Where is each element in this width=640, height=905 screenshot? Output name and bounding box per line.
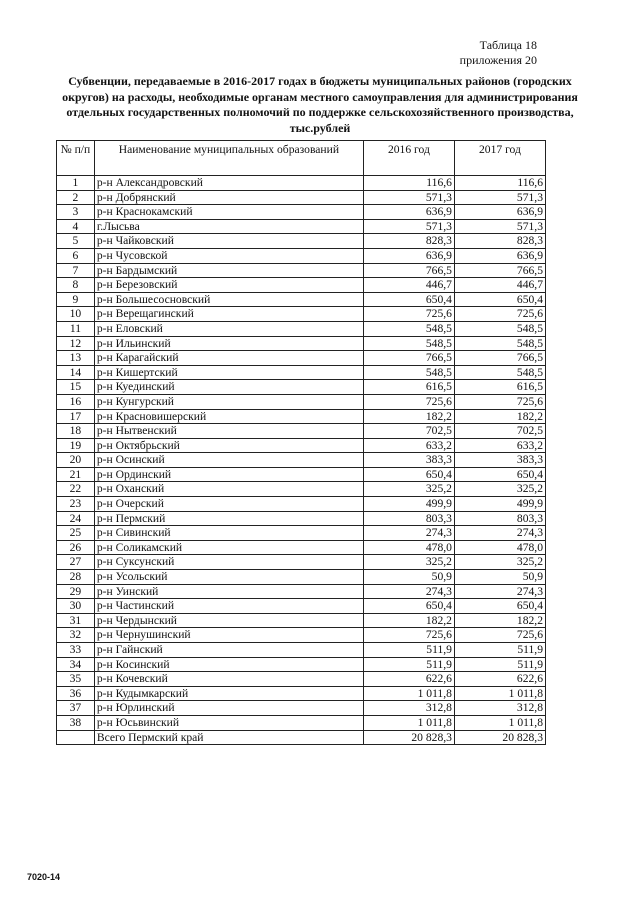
- row-2017: 803,3: [454, 511, 545, 526]
- row-2017: 636,9: [454, 248, 545, 263]
- table-row: [57, 453, 546, 468]
- total-2016: 20 828,3: [363, 730, 454, 745]
- header-name: Наименование муниципальных образований: [94, 141, 363, 176]
- row-name: р-н Бардымский: [94, 263, 363, 278]
- row-2016: 622,6: [363, 672, 454, 687]
- row-2017: 650,4: [454, 467, 545, 482]
- row-2017: 725,6: [454, 628, 545, 643]
- row-2016: 274,3: [363, 584, 454, 599]
- table-row: [57, 657, 546, 672]
- row-2017: 766,5: [454, 351, 545, 366]
- row-name: р-н Краснокамский: [94, 205, 363, 220]
- row-name: р-н Еловский: [94, 321, 363, 336]
- document-title: Субвенции, передаваемые в 2016-2017 годах в бюджеты муниципальных районов (городских округов) на расходы, необходимые органам местного самоуправления для администрирования отдельных государственных полномочий по поддержке сельскохозяйственного производства, тыс.рублей: [62, 74, 578, 135]
- row-2016: 766,5: [363, 351, 454, 366]
- total-row: [57, 730, 546, 745]
- row-2016: 182,2: [363, 409, 454, 424]
- row-2017: 511,9: [454, 657, 545, 672]
- row-2016: 633,2: [363, 438, 454, 453]
- row-num: 18: [57, 424, 95, 439]
- row-2017: 650,4: [454, 599, 545, 614]
- row-num: 25: [57, 526, 95, 541]
- row-2017: 571,3: [454, 219, 545, 234]
- row-2016: 616,5: [363, 380, 454, 395]
- row-name: р-н Гайнский: [94, 643, 363, 658]
- row-2017: 548,5: [454, 365, 545, 380]
- total-2017: 20 828,3: [454, 730, 545, 745]
- row-name: р-н Карагайский: [94, 351, 363, 366]
- row-name: р-н Очерский: [94, 497, 363, 512]
- row-name: р-н Куединский: [94, 380, 363, 395]
- row-num: 27: [57, 555, 95, 570]
- row-2017: 446,7: [454, 278, 545, 293]
- total-num-cell: [57, 730, 95, 745]
- row-num: 21: [57, 467, 95, 482]
- table-row: [57, 511, 546, 526]
- row-2016: 766,5: [363, 263, 454, 278]
- row-num: 29: [57, 584, 95, 599]
- row-num: 9: [57, 292, 95, 307]
- row-num: 31: [57, 613, 95, 628]
- row-2017: 725,6: [454, 307, 545, 322]
- row-2017: 616,5: [454, 380, 545, 395]
- row-2016: 571,3: [363, 190, 454, 205]
- table-row: [57, 394, 546, 409]
- row-name: р-н Кудымкарский: [94, 686, 363, 701]
- row-2016: 828,3: [363, 234, 454, 249]
- row-2017: 274,3: [454, 584, 545, 599]
- row-2016: 50,9: [363, 570, 454, 585]
- row-2016: 725,6: [363, 394, 454, 409]
- table-row: [57, 190, 546, 205]
- header-2016: 2016 год: [363, 141, 454, 176]
- row-2017: 650,4: [454, 292, 545, 307]
- table-row: [57, 205, 546, 220]
- table-row: [57, 351, 546, 366]
- row-2016: 650,4: [363, 599, 454, 614]
- row-num: 23: [57, 497, 95, 512]
- total-name: Всего Пермский край: [94, 730, 363, 745]
- row-2016: 571,3: [363, 219, 454, 234]
- row-2017: 548,5: [454, 321, 545, 336]
- table-reference: [460, 38, 537, 68]
- row-2016: 446,7: [363, 278, 454, 293]
- row-2016: 274,3: [363, 526, 454, 541]
- row-2016: 725,6: [363, 628, 454, 643]
- row-name: р-н Осинский: [94, 453, 363, 468]
- table-row: [57, 672, 546, 687]
- row-num: 15: [57, 380, 95, 395]
- row-name: р-н Нытвенский: [94, 424, 363, 439]
- table-row: [57, 321, 546, 336]
- row-name: р-н Оханский: [94, 482, 363, 497]
- row-name: р-н Кишертский: [94, 365, 363, 380]
- table-row: [57, 570, 546, 585]
- row-2016: 636,9: [363, 248, 454, 263]
- table-row: [57, 482, 546, 497]
- table-row: [57, 380, 546, 395]
- row-2017: 511,9: [454, 643, 545, 658]
- row-2016: 116,6: [363, 176, 454, 191]
- table-row: [57, 584, 546, 599]
- row-2017: 182,2: [454, 613, 545, 628]
- row-2016: 803,3: [363, 511, 454, 526]
- table-row: [57, 686, 546, 701]
- row-2016: 478,0: [363, 540, 454, 555]
- row-2017: 383,3: [454, 453, 545, 468]
- row-num: 14: [57, 365, 95, 380]
- row-num: 6: [57, 248, 95, 263]
- row-num: 5: [57, 234, 95, 249]
- row-num: 38: [57, 715, 95, 730]
- row-num: 35: [57, 672, 95, 687]
- row-2017: 702,5: [454, 424, 545, 439]
- row-num: 34: [57, 657, 95, 672]
- row-name: р-н Березовский: [94, 278, 363, 293]
- row-2016: 1 011,8: [363, 686, 454, 701]
- row-2017: 766,5: [454, 263, 545, 278]
- row-2016: 383,3: [363, 453, 454, 468]
- row-2017: 182,2: [454, 409, 545, 424]
- table-row: [57, 643, 546, 658]
- row-2017: 116,6: [454, 176, 545, 191]
- table-row: [57, 555, 546, 570]
- row-2016: 650,4: [363, 292, 454, 307]
- row-2016: 312,8: [363, 701, 454, 716]
- header-num: № п/п: [57, 141, 95, 176]
- table-row: [57, 701, 546, 716]
- table-row: [57, 219, 546, 234]
- row-name: р-н Большесосновский: [94, 292, 363, 307]
- row-2017: 274,3: [454, 526, 545, 541]
- row-name: р-н Ильинский: [94, 336, 363, 351]
- row-name: р-н Суксунский: [94, 555, 363, 570]
- row-num: 36: [57, 686, 95, 701]
- row-2016: 636,9: [363, 205, 454, 220]
- row-2017: 725,6: [454, 394, 545, 409]
- table-row: [57, 715, 546, 730]
- row-2017: 633,2: [454, 438, 545, 453]
- row-name: р-н Кочевский: [94, 672, 363, 687]
- row-num: 4: [57, 219, 95, 234]
- row-num: 13: [57, 351, 95, 366]
- row-num: 19: [57, 438, 95, 453]
- row-2017: 828,3: [454, 234, 545, 249]
- row-2017: 1 011,8: [454, 686, 545, 701]
- appendix-number: приложения 20: [459, 53, 537, 67]
- row-2016: 1 011,8: [363, 715, 454, 730]
- table-row: [57, 292, 546, 307]
- row-num: 10: [57, 307, 95, 322]
- table-row: [57, 526, 546, 541]
- table-row: [57, 365, 546, 380]
- row-2017: 1 011,8: [454, 715, 545, 730]
- row-2016: 499,9: [363, 497, 454, 512]
- row-2016: 325,2: [363, 482, 454, 497]
- row-num: 28: [57, 570, 95, 585]
- row-2017: 571,3: [454, 190, 545, 205]
- row-2016: 650,4: [363, 467, 454, 482]
- row-num: 1: [57, 176, 95, 191]
- row-name: р-н Александровский: [94, 176, 363, 191]
- row-name: р-н Уинский: [94, 584, 363, 599]
- row-name: р-н Соликамский: [94, 540, 363, 555]
- row-name: р-н Чайковский: [94, 234, 363, 249]
- row-name: р-н Пермский: [94, 511, 363, 526]
- row-2016: 325,2: [363, 555, 454, 570]
- row-2016: 702,5: [363, 424, 454, 439]
- row-num: 12: [57, 336, 95, 351]
- row-num: 24: [57, 511, 95, 526]
- row-2017: 50,9: [454, 570, 545, 585]
- table-row: [57, 248, 546, 263]
- row-num: 30: [57, 599, 95, 614]
- row-num: 2: [57, 190, 95, 205]
- subsidies-table: [56, 140, 546, 745]
- row-num: 22: [57, 482, 95, 497]
- print-code: 7020-14: [27, 872, 61, 882]
- table-row: [57, 467, 546, 482]
- row-name: р-н Кунгурский: [94, 394, 363, 409]
- table-row: [57, 438, 546, 453]
- row-name: р-н Чернушинский: [94, 628, 363, 643]
- row-name: р-н Частинский: [94, 599, 363, 614]
- row-2017: 636,9: [454, 205, 545, 220]
- row-2016: 511,9: [363, 657, 454, 672]
- row-num: 11: [57, 321, 95, 336]
- table-row: [57, 599, 546, 614]
- row-2016: 182,2: [363, 613, 454, 628]
- row-2017: 548,5: [454, 336, 545, 351]
- table-row: [57, 628, 546, 643]
- row-2017: 499,9: [454, 497, 545, 512]
- row-name: г.Лысьва: [94, 219, 363, 234]
- row-2017: 312,8: [454, 701, 545, 716]
- row-name: р-н Усольский: [94, 570, 363, 585]
- row-2016: 548,5: [363, 365, 454, 380]
- row-num: 8: [57, 278, 95, 293]
- row-num: 32: [57, 628, 95, 643]
- row-num: 33: [57, 643, 95, 658]
- row-2017: 325,2: [454, 555, 545, 570]
- row-name: р-н Добрянский: [94, 190, 363, 205]
- row-2017: 325,2: [454, 482, 545, 497]
- table-row: [57, 497, 546, 512]
- row-name: р-н Верещагинский: [94, 307, 363, 322]
- row-num: 20: [57, 453, 95, 468]
- row-name: р-н Сивинский: [94, 526, 363, 541]
- table-row: [57, 540, 546, 555]
- table-row: [57, 263, 546, 278]
- table-row: [57, 176, 546, 191]
- row-2016: 511,9: [363, 643, 454, 658]
- row-name: р-н Октябрьский: [94, 438, 363, 453]
- row-num: 17: [57, 409, 95, 424]
- row-name: р-н Ординский: [94, 467, 363, 482]
- table-row: [57, 424, 546, 439]
- row-2017: 622,6: [454, 672, 545, 687]
- row-num: 37: [57, 701, 95, 716]
- row-num: 16: [57, 394, 95, 409]
- row-num: 26: [57, 540, 95, 555]
- table-row: [57, 613, 546, 628]
- table-row: [57, 278, 546, 293]
- row-2016: 548,5: [363, 336, 454, 351]
- row-name: р-н Косинский: [94, 657, 363, 672]
- table-row: [57, 336, 546, 351]
- row-2016: 548,5: [363, 321, 454, 336]
- table-header-row: [57, 141, 546, 176]
- table-row: [57, 307, 546, 322]
- row-name: р-н Чусовской: [94, 248, 363, 263]
- row-2017: 478,0: [454, 540, 545, 555]
- row-name: р-н Чердынский: [94, 613, 363, 628]
- header-2017: 2017 год: [454, 141, 545, 176]
- row-num: 7: [57, 263, 95, 278]
- table-row: [57, 409, 546, 424]
- row-name: р-н Красновишерский: [94, 409, 363, 424]
- row-name: р-н Юрлинский: [94, 701, 363, 716]
- row-num: 3: [57, 205, 95, 220]
- table-row: [57, 234, 546, 249]
- table-number: Таблица 18: [479, 38, 537, 52]
- row-2016: 725,6: [363, 307, 454, 322]
- row-name: р-н Юсьвинский: [94, 715, 363, 730]
